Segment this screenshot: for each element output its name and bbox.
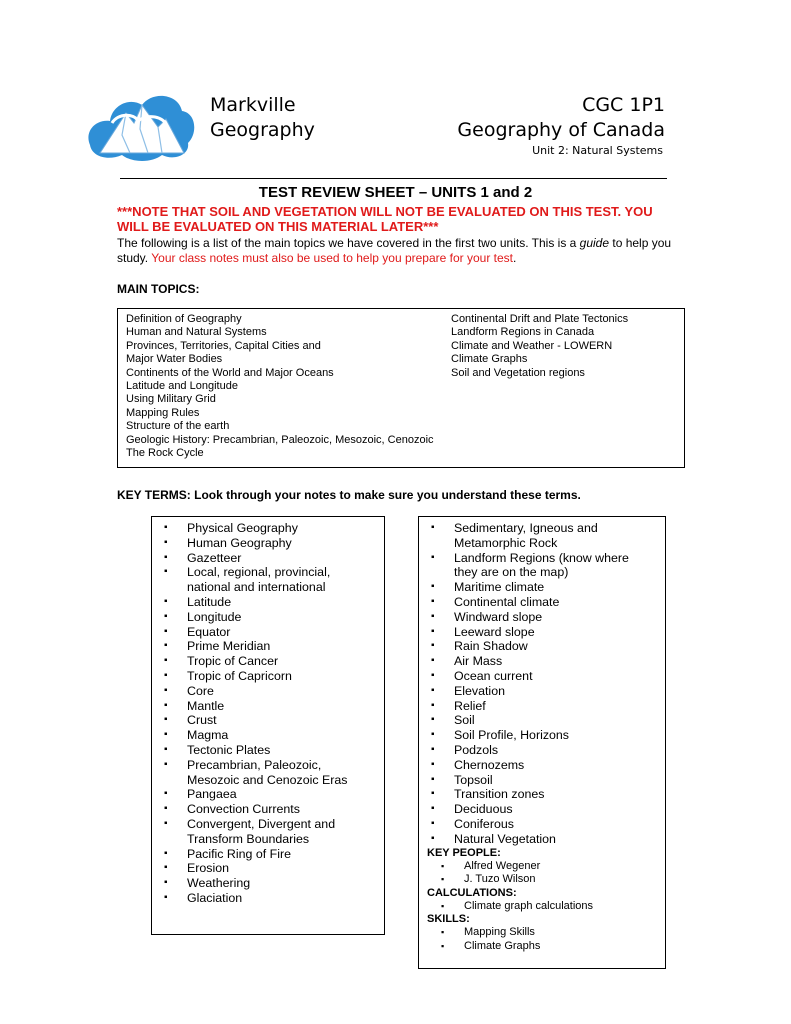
- page-title: TEST REVIEW SHEET – UNITS 1 and 2: [258, 184, 533, 201]
- mountain-logo-icon: [82, 83, 197, 163]
- key-term-item: ▪ Deciduous: [419, 802, 634, 817]
- calculations-heading: CALCULATIONS:: [427, 886, 517, 899]
- key-term-item: ▪ Soil: [419, 713, 634, 728]
- key-people-heading: KEY PEOPLE:: [427, 846, 501, 859]
- key-term-item: ▪ Natural Vegetation: [419, 832, 634, 847]
- main-topic-item: Landform Regions in Canada: [451, 326, 595, 339]
- key-term-item: ▪ Podzols: [419, 743, 634, 758]
- key-term-item: ▪ Leeward slope: [419, 625, 634, 640]
- key-term-item: ▪ Precambrian, Paleozoic, Mesozoic and Cenozoic Eras: [152, 758, 377, 788]
- key-term-item: ▪ Glaciation: [152, 891, 377, 906]
- main-topic-item: Using Military Grid: [126, 393, 216, 406]
- key-term-item: ▪ Magma: [152, 728, 377, 743]
- main-topic-item: The Rock Cycle: [126, 447, 204, 460]
- key-term-item: ▪ Topsoil: [419, 773, 634, 788]
- intro-guide: guide: [579, 236, 610, 250]
- key-term-item: ▪ Weathering: [152, 876, 377, 891]
- key-person-item: ▪ J. Tuzo Wilson: [419, 873, 665, 887]
- key-terms-right-list: [419, 521, 634, 847]
- key-people-list: [419, 860, 665, 887]
- key-term-item: ▪ Prime Meridian: [152, 639, 377, 654]
- intro-end: .: [513, 251, 517, 265]
- evaluation-note: ***NOTE THAT SOIL AND VEGETATION WILL NOT BE EVALUATED ON THIS TEST. YOU WILL BE EVALUATED ON THIS MATERIAL LATER***: [117, 204, 653, 234]
- skills-list: [419, 926, 665, 953]
- key-term-item: ▪ Chernozems: [419, 758, 634, 773]
- key-term-item: ▪ Windward slope: [419, 610, 634, 625]
- key-terms-left-box: [151, 516, 385, 935]
- school-line-1: Markville: [210, 94, 296, 116]
- intro-text-2: to help you study.: [117, 236, 672, 265]
- main-topic-item: Structure of the earth: [126, 420, 230, 433]
- course-code: CGC 1P1: [582, 94, 665, 116]
- main-topic-item: Climate Graphs: [451, 353, 528, 366]
- skill-item: ▪ Climate Graphs: [419, 940, 665, 954]
- unit-label: Unit 2: Natural Systems: [532, 144, 663, 157]
- key-term-item: ▪ Soil Profile, Horizons: [419, 728, 634, 743]
- intro-text-1: The following is a list of the main topics we have covered in the first two units. This is a: [117, 236, 580, 250]
- main-topics-box: [117, 308, 685, 468]
- intro-red-text: Your class notes must also be used to help you prepare for your test: [151, 251, 514, 265]
- main-topic-item: Continents of the World and Major Oceans: [126, 366, 334, 379]
- key-term-item: ▪ Pangaea: [152, 787, 377, 802]
- key-terms-right-box: [418, 516, 666, 969]
- key-term-item: ▪ Sedimentary, Igneous and Metamorphic Rock: [419, 521, 634, 551]
- key-term-item: ▪ Latitude: [152, 595, 377, 610]
- key-term-item: ▪ Local, regional, provincial, national and international: [152, 565, 377, 595]
- key-term-item: ▪ Mantle: [152, 699, 377, 714]
- key-terms-left-list: [152, 521, 377, 906]
- key-term-item: ▪ Convection Currents: [152, 802, 377, 817]
- main-topic-item: Soil and Vegetation regions: [451, 366, 585, 379]
- course-name: Geography of Canada: [457, 119, 665, 141]
- key-term-item: ▪ Elevation: [419, 684, 634, 699]
- skills-heading: SKILLS:: [427, 913, 470, 926]
- main-topics-heading: MAIN TOPICS:: [117, 282, 200, 296]
- main-topic-item: Continental Drift and Plate Tectonics: [451, 313, 629, 325]
- calculation-item: ▪ Climate graph calculations: [419, 900, 665, 914]
- main-topic-item: Geologic History: Precambrian, Paleozoic, Mesozoic, Cenozoic: [126, 433, 434, 446]
- key-term-item: ▪ Landform Regions (know where they are on the map): [419, 551, 634, 581]
- key-term-item: ▪ Gazetteer: [152, 551, 377, 566]
- key-term-item: ▪ Tectonic Plates: [152, 743, 377, 758]
- main-topic-item: Human and Natural Systems: [126, 326, 267, 339]
- main-topic-item: Climate and Weather - LOWERN: [451, 339, 613, 352]
- main-topic-item: Definition of Geography: [126, 313, 242, 325]
- main-topics-right-list: [451, 313, 628, 380]
- key-term-item: ▪ Relief: [419, 699, 634, 714]
- key-term-item: ▪ Continental climate: [419, 595, 634, 610]
- intro-paragraph: [117, 236, 677, 266]
- key-term-item: ▪ Ocean current: [419, 669, 634, 684]
- key-term-item: ▪ Air Mass: [419, 654, 634, 669]
- key-term-item: ▪ Longitude: [152, 610, 377, 625]
- key-term-item: ▪ Convergent, Divergent and Transform Boundaries: [152, 817, 377, 847]
- main-topic-item: Major Water Bodies: [126, 353, 223, 366]
- key-term-item: ▪ Human Geography: [152, 536, 377, 551]
- key-person-item: ▪ Alfred Wegener: [419, 860, 665, 874]
- key-term-item: ▪ Equator: [152, 625, 377, 640]
- key-term-item: ▪ Pacific Ring of Fire: [152, 847, 377, 862]
- school-name: [210, 93, 315, 143]
- key-terms-heading: KEY TERMS: Look through your notes to make sure you understand these terms.: [117, 488, 581, 502]
- key-term-item: ▪ Rain Shadow: [419, 639, 634, 654]
- key-term-item: ▪ Tropic of Cancer: [152, 654, 377, 669]
- main-topic-item: Provinces, Territories, Capital Cities and: [126, 339, 321, 352]
- skill-item: ▪ Mapping Skills: [419, 926, 665, 940]
- header-divider: [120, 178, 667, 179]
- key-term-item: ▪ Coniferous: [419, 817, 634, 832]
- calculations-list: [419, 900, 665, 914]
- main-topic-item: Latitude and Longitude: [126, 380, 238, 393]
- key-term-item: ▪ Crust: [152, 713, 377, 728]
- key-term-item: ▪ Erosion: [152, 861, 377, 876]
- key-term-item: ▪ Core: [152, 684, 377, 699]
- key-term-item: ▪ Tropic of Capricorn: [152, 669, 377, 684]
- course-info: [457, 93, 665, 143]
- main-topics-left-list: [126, 313, 434, 460]
- key-term-item: ▪ Transition zones: [419, 787, 634, 802]
- main-topic-item: Mapping Rules: [126, 406, 200, 419]
- key-term-item: ▪ Maritime climate: [419, 580, 634, 595]
- school-line-2: Geography: [210, 119, 315, 141]
- key-term-item: ▪ Physical Geography: [152, 521, 377, 536]
